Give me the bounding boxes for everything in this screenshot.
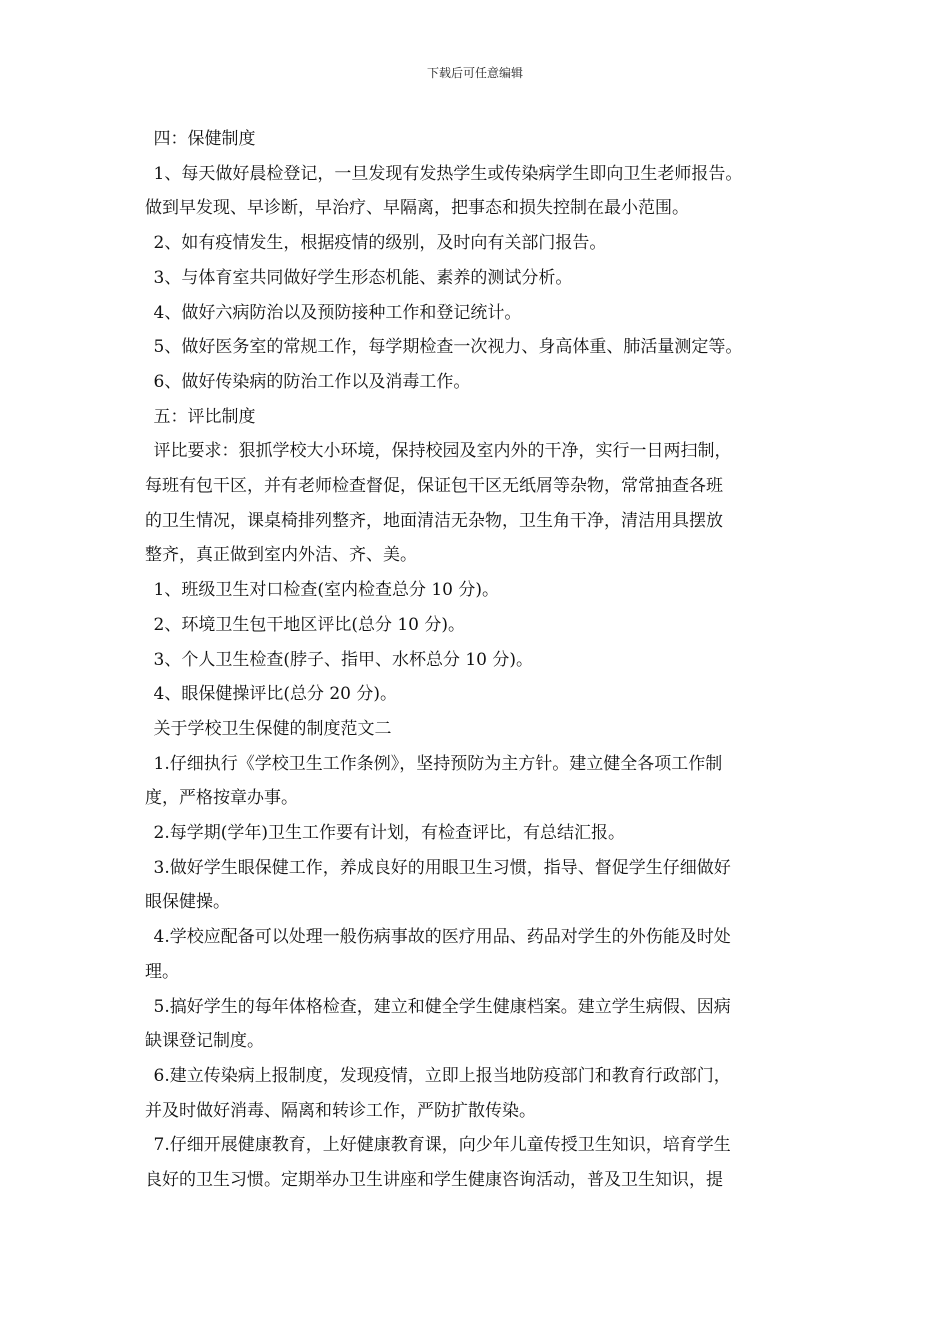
paragraph-item: 4、做好六病防治以及预防接种工作和登记统计。 xyxy=(153,302,522,323)
paragraph-continuation: 并及时做好消毒、隔离和转诊工作，严防扩散传染。 xyxy=(145,1100,536,1121)
paragraph-continuation: 的卫生情况，课桌椅排列整齐，地面清洁无杂物，卫生角干净，清洁用具摆放 xyxy=(145,510,723,531)
paragraph-item: 1、班级卫生对口检查(室内检查总分 10 分)。 xyxy=(153,580,500,601)
paragraph-continuation: 做到早发现、早诊断，早治疗、早隔离，把事态和损失控制在最小范围。 xyxy=(145,198,689,219)
section-heading-sample-two: 关于学校卫生保健的制度范文二 xyxy=(153,718,392,739)
paragraph-item: 4.学校应配备可以处理一般伤病事故的医疗用品、药品对学生的外伤能及时处 xyxy=(153,927,731,948)
paragraph-item: 6.建立传染病上报制度，发现疫情，立即上报当地防疫部门和教育行政部门， xyxy=(153,1065,731,1086)
document-body xyxy=(145,122,825,1198)
paragraph-continuation: 整齐，真正做到室内外洁、齐、美。 xyxy=(145,545,417,566)
paragraph-item: 3、与体育室共同做好学生形态机能、素养的测试分析。 xyxy=(153,267,573,288)
paragraph-item: 1、每天做好晨检登记，一旦发现有发热学生或传染病学生即向卫生老师报告。 xyxy=(153,163,743,184)
paragraph-item: 6、做好传染病的防治工作以及消毒工作。 xyxy=(153,371,471,392)
paragraph-item: 3、个人卫生检查(脖子、指甲、水杯总分 10 分)。 xyxy=(153,649,534,670)
paragraph-continuation: 每班有包干区，并有老师检查督促，保证包干区无纸屑等杂物，常常抽查各班 xyxy=(145,476,723,497)
paragraph-item: 2、如有疫情发生，根据疫情的级别，及时向有关部门报告。 xyxy=(153,233,607,254)
paragraph-item: 5.搞好学生的每年体格检查，建立和健全学生健康档案。建立学生病假、因病 xyxy=(153,996,731,1017)
paragraph-item: 4、眼保健操评比(总分 20 分)。 xyxy=(153,684,398,705)
paragraph-continuation: 理。 xyxy=(145,961,179,982)
paragraph-item: 3.做好学生眼保健工作，养成良好的用眼卫生习惯，指导、督促学生仔细做好 xyxy=(153,857,731,878)
paragraph-item: 2、环境卫生包干地区评比(总分 10 分)。 xyxy=(153,614,466,635)
paragraph-item: 评比要求：狠抓学校大小环境，保持校园及室内外的干净，实行一日两扫制， xyxy=(153,441,732,462)
section-heading-health-system: 四：保健制度 xyxy=(153,129,256,149)
page-header-note: 下载后可任意编辑 xyxy=(426,66,523,80)
section-heading-evaluation-system: 五：评比制度 xyxy=(153,406,256,427)
paragraph-item: 2.每学期(学年)卫生工作要有计划，有检查评比，有总结汇报。 xyxy=(153,823,625,844)
paragraph-continuation: 度，严格按章办事。 xyxy=(145,788,298,809)
paragraph-continuation: 缺课登记制度。 xyxy=(145,1031,264,1052)
paragraph-continuation: 眼保健操。 xyxy=(145,892,230,913)
paragraph-item: 7.仔细开展健康教育，上好健康教育课，向少年儿童传授卫生知识，培育学生 xyxy=(153,1135,731,1156)
paragraph-continuation: 良好的卫生习惯。定期举办卫生讲座和学生健康咨询活动，普及卫生知识，提 xyxy=(145,1170,723,1191)
paragraph-item: 5、做好医务室的常规工作，每学期检查一次视力、身高体重、肺活量测定等。 xyxy=(153,337,743,358)
paragraph-item: 1.仔细执行《学校卫生工作条例》，坚持预防为主方针。建立健全各项工作制 xyxy=(153,753,723,774)
